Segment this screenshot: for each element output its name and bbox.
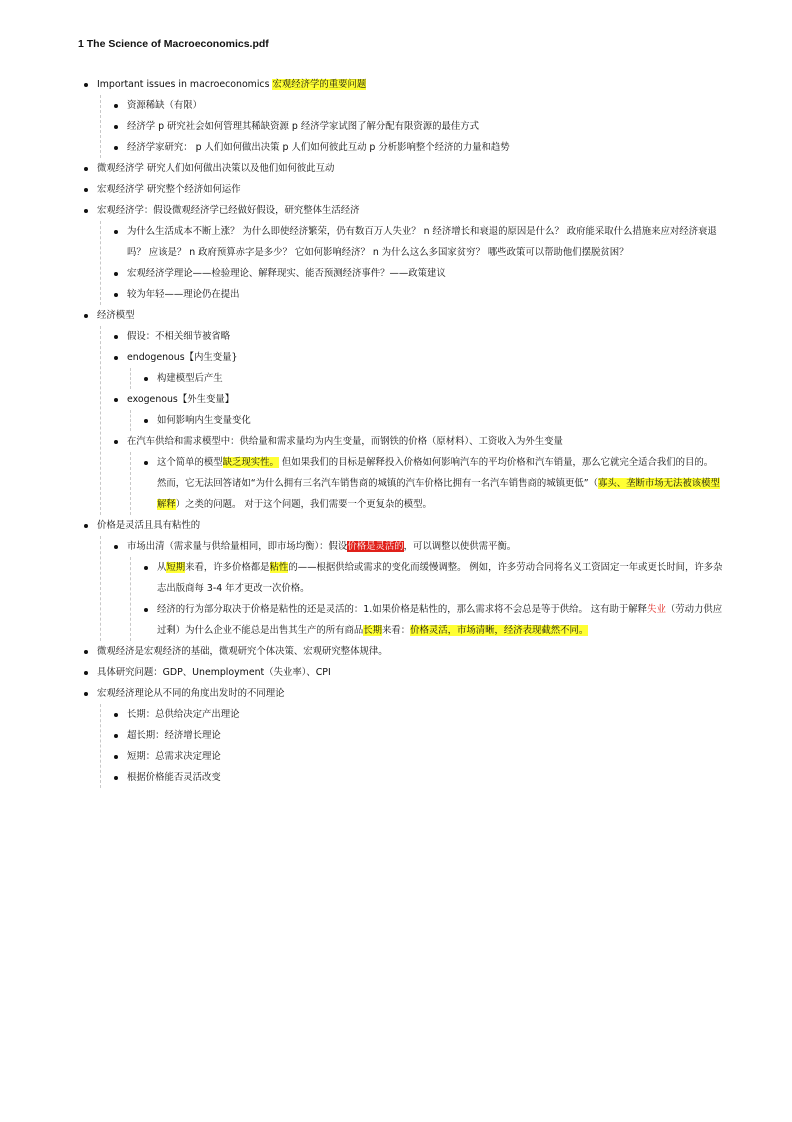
highlight: 长期 <box>363 625 383 636</box>
list-item: 在汽车供给和需求模型中：供给量和需求量均为内生变量，而钢铁的价格（原材料）、工资收入为外生变量 这个简单的模型缺乏现实性。 但如果我们的目标是解释投入价格如何影响汽车的平均价格和汽车销量，那么它就完全适合我们的目的。 然而，它无法回答诸如“为什么拥有三名汽车销售商的城镇的汽车价格比拥有一名汽车销售商的城镇更低”（寡头、垄断市场无法被该模型解释）之类的问题。 对于这个问题，我们需要一个更复杂的模型。 <box>114 431 724 515</box>
list-item: 经济的行为部分取决于价格是粘性的还是灵活的：1.如果价格是粘性的，那么需求将不会总是等于供给。 这有助于解释失业（劳动力供应过剩）为什么企业不能总是出售其生产的所有商品长期来看：价格灵活，市场清晰，经济表现截然不同。 <box>144 599 724 641</box>
list-item: 超长期：经济增长理论 <box>114 725 724 746</box>
list-item: 从短期来看，许多价格都是粘性的——根据供给或需求的变化而缓慢调整。 例如，许多劳动合同将名义工资固定一年或更长时间，许多杂志出版商每 3-4 年才更改一次价格。 <box>144 557 724 599</box>
list-item: 市场出清（需求量与供给量相同，即市场均衡）：假设价格是灵活的，可以调整以使供需平衡。 从短期来看，许多价格都是粘性的——根据供给或需求的变化而缓慢调整。 例如，许多劳动合同将名义工资固定一年或更长时间，许多杂志出版商每 3-4 年才更改一次价格。 经济的行为部分取决于价格是粘性的还是灵活的：1.如果价格是粘性的，那么需求将不会总是等于供给。 这有助于解释失业（劳动力供应过剩）为什么企业不能总是出售其生产的所有商品长期来看：价格灵活，市场清晰，经济表现截然不同。 <box>114 536 724 641</box>
bullet-icon <box>144 566 148 570</box>
bullet-icon <box>114 146 118 150</box>
bullet-icon <box>114 272 118 276</box>
bullet-icon <box>84 188 88 192</box>
bullet-icon <box>84 314 88 318</box>
bullet-icon <box>114 398 118 402</box>
bullet-icon <box>114 776 118 780</box>
list-item: 具体研究问题：GDP、Unemployment（失业率）、CPI <box>84 662 724 683</box>
list-item: exogenous【外生变量】 如何影响内生变量变化 <box>114 389 724 431</box>
bullet-icon <box>114 734 118 738</box>
highlight: 寡头、垄断市场无法被该模型解释 <box>157 478 720 510</box>
list-item: 资源稀缺（有限） <box>114 95 724 116</box>
bullet-icon <box>114 440 118 444</box>
list-item: 宏观经济理论从不同的角度出发时的不同理论 长期：总供给决定产出理论 超长期：经济增长理论 短期：总需求决定理论 根据价格能否灵活改变 <box>84 683 724 788</box>
bullet-icon <box>144 377 148 381</box>
bullet-icon <box>114 356 118 360</box>
list-item: 宏观经济学 研究整个经济如何运作 <box>84 179 724 200</box>
bullet-icon <box>114 125 118 129</box>
list-item: Important issues in macroeconomics 宏观经济学的重要问题 资源稀缺（有限） 经济学 p 研究社会如何管理其稀缺资源 p 经济学家试图了解分配有限资源的最佳方式 经济学家研究： p 人们如何做出决策 p 人们如何彼此互动 p 分析影响整个经济的力量和趋势 <box>84 74 724 158</box>
bullet-icon <box>114 545 118 549</box>
list-item: 短期：总需求决定理论 <box>114 746 724 767</box>
document-title: 1 The Science of Macroeconomics.pdf <box>78 38 269 50</box>
bullet-icon <box>84 209 88 213</box>
bullet-icon <box>114 713 118 717</box>
list-item: 较为年轻——理论仍在提出 <box>114 284 724 305</box>
red-text: 失业 <box>647 604 666 615</box>
bullet-icon <box>114 230 118 234</box>
bullet-icon <box>84 650 88 654</box>
bullet-icon <box>114 104 118 108</box>
list-item: 构建模型后产生 <box>144 368 724 389</box>
bullet-icon <box>144 461 148 465</box>
bullet-icon <box>144 419 148 423</box>
list-item: 经济学家研究： p 人们如何做出决策 p 人们如何彼此互动 p 分析影响整个经济的力量和趋势 <box>114 137 724 158</box>
list-item: 如何影响内生变量变化 <box>144 410 724 431</box>
list-item: 宏观经济学：假设微观经济学已经做好假设，研究整体生活经济 为什么生活成本不断上涨？ 为什么即使经济繁荣，仍有数百万人失业？ n 经济增长和衰退的原因是什么？ 政府能采取什么措施来应对经济衰退吗？ 应该是？ n 政府预算赤字是多少？ 它如何影响经济？ n 为什么这么多国家贫穷？ 哪些政策可以帮助他们摆脱贫困？ 宏观经济学理论——检验理论、解释现实、能否预测经济事件？——政策建议 较为年轻——理论仍在提出 <box>84 200 724 305</box>
list-item: 为什么生活成本不断上涨？ 为什么即使经济繁荣，仍有数百万人失业？ n 经济增长和衰退的原因是什么？ 政府能采取什么措施来应对经济衰退吗？ 应该是？ n 政府预算赤字是多少？ 它如何影响经济？ n 为什么这么多国家贫穷？ 哪些政策可以帮助他们摆脱贫困？ <box>114 221 724 263</box>
highlight: 宏观经济学的重要问题 <box>272 79 367 90</box>
list-item: 微观经济是宏观经济的基础，微观研究个体决策、宏观研究整体规律。 <box>84 641 724 662</box>
list-item: 价格是灵活且具有粘性的 市场出清（需求量与供给量相同，即市场均衡）：假设价格是灵活的，可以调整以使供需平衡。 从短期来看，许多价格都是粘性的——根据供给或需求的变化而缓慢调整。 例如，许多劳动合同将名义工资固定一年或更长时间，许多杂志出版商每 3-4 年才更改一次价格。 经济的行为部分取决于价格是粘性的还是灵活的：1.如果价格是粘性的，那么需求将不会总是等于供给。 这有助于解释失业（劳动力供应过剩）为什么企业不能总是出售其生产的所有商品长期来看：价格灵活，市场清晰，经济表现截然不同。 <box>84 515 724 641</box>
bullet-icon <box>84 524 88 528</box>
list-item: 宏观经济学理论——检验理论、解释现实、能否预测经济事件？——政策建议 <box>114 263 724 284</box>
list-item: 经济学 p 研究社会如何管理其稀缺资源 p 经济学家试图了解分配有限资源的最佳方式 <box>114 116 724 137</box>
bullet-icon <box>114 293 118 297</box>
list-item: 微观经济学 研究人们如何做出决策以及他们如何彼此互动 <box>84 158 724 179</box>
bullet-icon <box>144 608 148 612</box>
highlight: 粘性 <box>269 562 289 573</box>
list-item: 假设：不相关细节被省略 <box>114 326 724 347</box>
list-item: 长期：总供给决定产出理论 <box>114 704 724 725</box>
list-item: 根据价格能否灵活改变 <box>114 767 724 788</box>
bullet-icon <box>114 755 118 759</box>
red-highlight: 价格是灵活的 <box>347 541 404 552</box>
list-item: endogenous【内生变量} 构建模型后产生 <box>114 347 724 389</box>
highlight: 缺乏现实性。 <box>222 457 279 468</box>
outline <box>84 74 724 788</box>
bullet-icon <box>84 692 88 696</box>
bullet-icon <box>84 83 88 87</box>
bullet-icon <box>84 671 88 675</box>
bullet-icon <box>114 335 118 339</box>
bullet-icon <box>84 167 88 171</box>
highlight: 价格灵活，市场清晰，经济表现截然不同。 <box>410 625 589 636</box>
highlight: 短期 <box>166 562 186 573</box>
list-item: 这个简单的模型缺乏现实性。 但如果我们的目标是解释投入价格如何影响汽车的平均价格和汽车销量，那么它就完全适合我们的目的。 然而，它无法回答诸如“为什么拥有三名汽车销售商的城镇的汽车价格比拥有一名汽车销售商的城镇更低”（寡头、垄断市场无法被该模型解释）之类的问题。 对于这个问题，我们需要一个更复杂的模型。 <box>144 452 724 515</box>
list-item: 经济模型 假设：不相关细节被省略 endogenous【内生变量} 构建模型后产生 exogenous【外生变量】 如何影响内生变量变化 在汽车供给和需求模型中：供给量和需求量均为内生变量，而钢铁的价格（原材料）、工资收入为外生变量 这个简单的模型缺乏现实性。 但如果我们的目标是解释投入价格如何影响汽车的平均价格和汽车销量，那么它就完全适合我们的目的。 然而，它无法回答诸如“为什么拥有三名汽车销售商的城镇的汽车价格比拥有一名汽车销售商的城镇更低”（寡头、垄断市场无法被该模型解释）之类的问题。 对于这个问题，我们需要一个更复杂的模型。 <box>84 305 724 515</box>
